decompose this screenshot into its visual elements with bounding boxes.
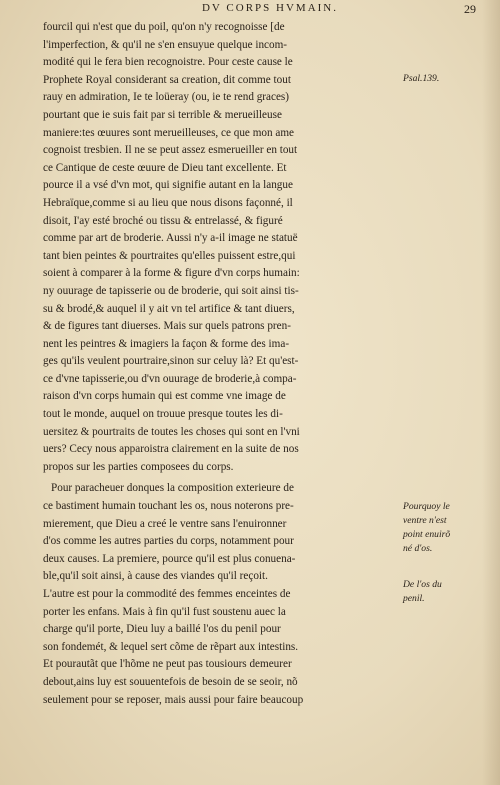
text-line: maniere:tes œuures sont merueilleuses, ce que mon ame [43, 126, 295, 139]
text-line: Et pourautãt que l'hõme ne peut pas tousiours demeurer [43, 658, 292, 671]
text-line: ce d'vne tapisserie,ou d'vn ouurage de broderie,à compa- [43, 372, 297, 385]
text-line: l'imperfection, & qu'il ne s'en ensuyue quelque incom- [43, 38, 288, 51]
text-line: disoit, I'ay esté broché ou tissu & entrelassé, & figuré [43, 214, 283, 227]
margin-note-line: penil. [403, 593, 425, 604]
text-line: ce Cantique de ceste œuure de Dieu tant excellente. Et [43, 161, 287, 174]
text-line: mierement, que Dieu a creé le ventre sans l'enuironner [43, 517, 287, 530]
text-line: Hebraïque,comme si au lieu que nous disons façonné, il [43, 196, 293, 209]
text-line: ges qu'ils veulent pourtraire,sinon sur celuy là? Et qu'est- [43, 355, 299, 368]
text-line: ble,qu'il soit ainsi, à cause des viandes qu'il reçoit. [43, 570, 268, 583]
text-line: tant bien peintes & pourtraites qu'elles puissent estre,qui [43, 249, 296, 262]
text-line: uers? Cecy nous apparoistra clairement en la suite de nos [43, 443, 299, 456]
page-number: 29 [464, 2, 476, 16]
text-line: d'os comme les autres parties du corps, notamment pour [43, 535, 294, 548]
margin-note-psalm [403, 72, 439, 86]
margin-note-ventre [403, 500, 450, 556]
text-line: soient à comparer à la forme & figure d'vn corps humain: [43, 267, 300, 280]
margin-note-penil [403, 578, 442, 606]
text-line: charge qu'il porte, Dieu luy a baillé l'os du penil pour [43, 623, 281, 636]
margin-note-line: point enuirõ [403, 529, 451, 540]
running-title: DV CORPS HVMAIN. [201, 2, 338, 14]
text-line: son fondemét, & lequel sert cõme de rẽpart aux intestins. [43, 640, 299, 653]
margin-note-line: Psal.139. [403, 73, 440, 84]
text-line: nent les peintres & imagiers la façon & forme des ima- [43, 337, 290, 350]
text-line: pourtant que ie suis fait par si terrible & merueilleuse [43, 108, 282, 121]
text-line: porter les enfans. Mais à fin qu'il fust soustenu auec la [43, 605, 286, 618]
text-line: tout le monde, auquel on trouue presque toutes les di- [43, 408, 283, 421]
text-line: su & brodé,& auquel il y ait vn tel artifice & tant diuers, [43, 302, 295, 315]
text-line: L'autre est pour la commodité des femmes enceintes de [43, 588, 291, 600]
main-text [43, 19, 398, 709]
text-line: fourcil qui n'est que du poil, qu'on n'y recognoisse [de [43, 21, 285, 33]
text-line: uersitez & pourtraits de toutes les choses qui sont en l'vni [43, 425, 300, 438]
margin-note-line: né d'os. [403, 543, 433, 554]
text-line: seulement pour se reposer, mais aussi pour faire beaucoup [43, 693, 304, 706]
text-line: comme par art de broderie. Aussi n'y a-il image ne statuë [43, 232, 298, 245]
text-line: ny ouurage de tapisserie ou de broderie, qui soit ainsi tis- [43, 284, 299, 297]
margin-note-line: ventre n'est [403, 515, 447, 526]
text-line: propos sur les parties composees du corps. [43, 460, 234, 473]
margin-note-line: De l'os du [403, 579, 442, 590]
text-line: cognoist tresbien. Il ne se peut assez esmerueiller en tout [43, 144, 298, 157]
page-edge-shadow [482, 0, 500, 785]
text-line: raison d'vn corps humain qui est comme vne image de [43, 390, 286, 403]
text-line: & de figures tant diuerses. Mais sur quels patrons pren- [43, 320, 291, 333]
text-line: rauy en admiration, Ie te loüeray (ou, ie te rend graces) [43, 91, 290, 104]
text-line: Pour paracheuer donques la composition exterieure de [51, 482, 294, 495]
text-line: Prophete Royal considerant sa creation, dit comme tout [43, 73, 291, 86]
text-line: debout,ains luy est souuentefois de besoin de se seoir, nõ [43, 675, 298, 688]
text-line: ce bastiment humain touchant les os, nous noterons pre- [43, 500, 294, 513]
text-line: modité qui le fera bien recognoistre. Pour ceste cause le [43, 56, 293, 69]
margin-note-line: Pourquoy le [403, 501, 450, 512]
text-line: deux causes. La premiere, pource qu'il est plus conuena- [43, 552, 296, 565]
text-line: pource il a vsé d'vn mot, qui signifie autant en la langue [43, 179, 293, 192]
